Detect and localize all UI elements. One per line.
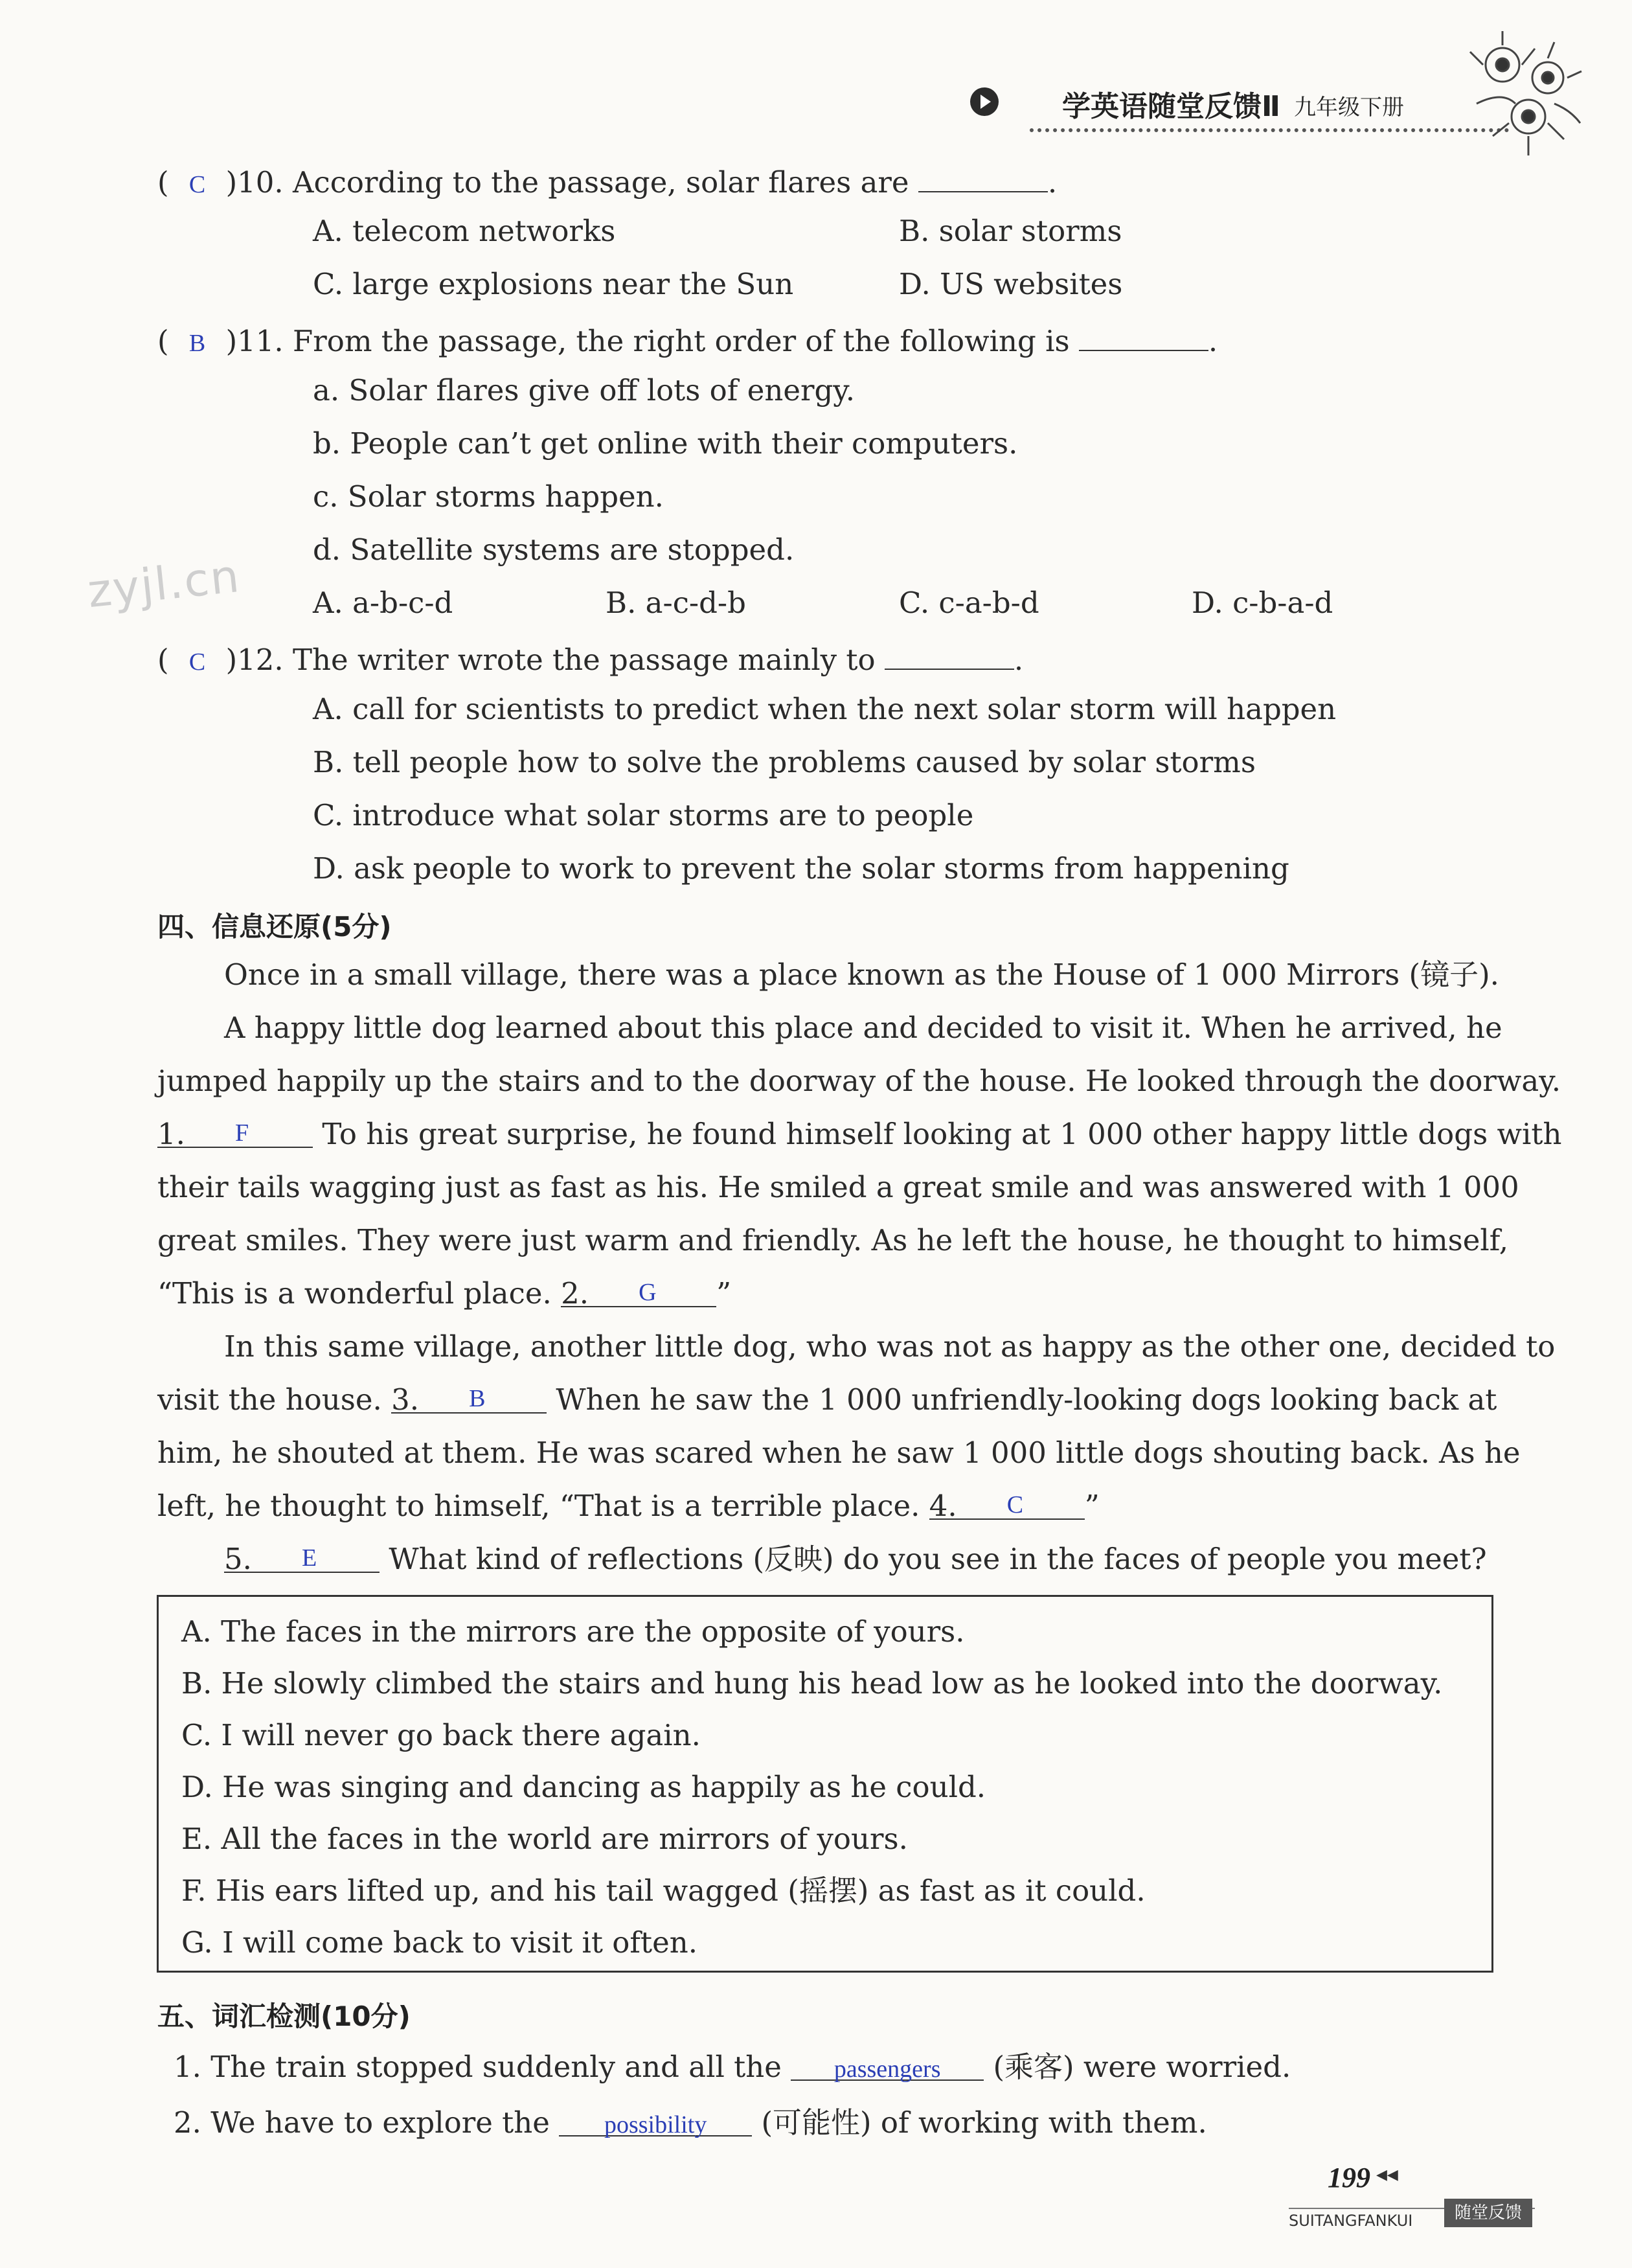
question-number: 11 (237, 324, 275, 358)
question-number: 10 (237, 165, 275, 200)
decorative-flower-icon (1457, 26, 1587, 168)
item-text: 2. We have to explore the (174, 2105, 550, 2140)
answer-blank-3 (391, 1382, 547, 1417)
close-quote: ” (1084, 1489, 1100, 1523)
option-c: C. large explosions near the Sun (313, 267, 794, 301)
book-subtitle: 九年级下册 (1294, 95, 1404, 120)
stem-end: . (1208, 324, 1218, 358)
answer-blank (791, 2052, 984, 2081)
box-option-f: F. His ears lifted up, and his tail wagged (摇摆) as fast as it could. (181, 1873, 1146, 1908)
blank-number: 1. (157, 1117, 185, 1151)
watermark: zyjl.cn (85, 549, 243, 619)
box-option-a: A. The faces in the mirrors are the opposite of yours. (181, 1614, 965, 1649)
statement-a: a. Solar flares give off lots of energy. (313, 373, 856, 407)
double-arrow-icon: ◀◀ (1376, 2167, 1398, 2183)
answer-blank (885, 641, 1014, 670)
box-option-e: E. All the faces in the world are mirrors of yours. (181, 1822, 908, 1856)
blank-number: 4. (929, 1489, 957, 1523)
item-text: (可能性) of working with them. (761, 2105, 1207, 2140)
stem-end: . (1047, 165, 1058, 200)
footer-latin: SUITANGFANKUI (1289, 2212, 1413, 2230)
statement-d: d. Satellite systems are stopped. (313, 533, 795, 567)
answer-mark: B (188, 330, 206, 357)
answer-mark: E (302, 1544, 317, 1572)
line-text: visit the house. (157, 1382, 382, 1417)
option-b: B. tell people how to solve the problems caused by solar storms (313, 745, 1256, 779)
box-option-c: C. I will never go back there again. (181, 1718, 701, 1752)
box-option-b: B. He slowly climbed the stairs and hung his head low as he looked into the doorway. (181, 1666, 1443, 1701)
passage-line (157, 1382, 1497, 1417)
passage-line: him, he shouted at them. He was scared when he saw 1 000 little dogs shouting back. As he (157, 1436, 1521, 1470)
question-stem: The writer wrote the passage mainly to (293, 643, 876, 677)
passage-line: Once in a small village, there was a place known as the House of 1 000 Mirrors (镜子). (224, 957, 1499, 992)
stem-end: . (1014, 643, 1024, 677)
blank-number: 3. (391, 1382, 420, 1417)
option-d: D. ask people to work to prevent the solar storms from happening (313, 851, 1289, 886)
answer-mark: B (469, 1385, 486, 1412)
passage-line: A happy little dog learned about this place and decided to visit it. When he arrived, he (224, 1011, 1502, 1045)
question-10: ( C )10. According to the passage, solar flares are . (157, 165, 1058, 200)
header-dotted-rule (1030, 128, 1509, 132)
vocab-item-2 (174, 2105, 1207, 2140)
blank-number: 5. (224, 1542, 252, 1576)
passage-line (157, 1119, 1561, 1149)
answer-blank-2 (561, 1276, 716, 1311)
option-c: C. c-a-b-d (899, 586, 1039, 620)
option-d: D. US websites (899, 267, 1123, 301)
question-12: ( C )12. The writer wrote the passage mainly to . (157, 643, 1024, 677)
line-text: left, he thought to himself, “That is a terrible place. (157, 1489, 920, 1523)
option-a: A. a-b-c-d (313, 586, 453, 620)
box-option-g: G. I will come back to visit it often. (181, 1925, 698, 1960)
option-b: B. a-c-d-b (606, 586, 746, 620)
option-d: D. c-b-a-d (1192, 586, 1333, 620)
page-number: 199 (1328, 2162, 1370, 2194)
answer-blank (1079, 323, 1208, 351)
answer-mark: C (1006, 1491, 1024, 1518)
blank-number: 2. (561, 1276, 589, 1311)
question-stem: According to the passage, solar flares are (293, 165, 909, 200)
answer-mark: G (639, 1279, 657, 1306)
vocab-item-1 (174, 2050, 1291, 2084)
answer-mark: C (188, 648, 206, 676)
passage-line (157, 1489, 1100, 1523)
item-text: 1. The train stopped suddenly and all the (174, 2050, 782, 2084)
box-option-d: D. He was singing and dancing as happily as he could. (181, 1770, 986, 1804)
passage-line: great smiles. They were just warm and friendly. As he left the house, he thought to himself, (157, 1223, 1509, 1257)
passage-line (157, 1276, 732, 1311)
question-stem: From the passage, the right order of the following is (293, 324, 1070, 358)
answer-mark: F (235, 1119, 249, 1147)
statement-b: b. People can’t get online with their computers. (313, 426, 1018, 461)
option-c: C. introduce what solar storms are to people (313, 798, 974, 832)
statement-c: c. Solar storms happen. (313, 479, 664, 514)
line-text: “This is a wonderful place. (157, 1276, 552, 1311)
question-11: ( B )11. From the passage, the right order of the following is . (157, 324, 1218, 358)
line-text: What kind of reflections (反映) do you see in the faces of people you meet? (389, 1542, 1487, 1576)
passage-line: their tails wagging just as fast as his. He smiled a great smile and was answered with 1 000 (157, 1170, 1519, 1204)
item-text: (乘客) were worried. (993, 2050, 1291, 2084)
passage-line (224, 1544, 1487, 1574)
answer-word: passengers (833, 2056, 941, 2083)
section-4-heading: 四、信息还原(5分) (157, 911, 392, 943)
answer-blank-1 (157, 1117, 313, 1151)
option-b: B. solar storms (899, 214, 1122, 248)
answer-blank-5 (224, 1542, 380, 1576)
passage-line: In this same village, another little dog, who was not as happy as the other one, decided to (224, 1329, 1556, 1364)
book-title: 学英语随堂反馈Ⅱ (1062, 90, 1280, 123)
play-icon (970, 87, 999, 116)
question-number: 12 (237, 643, 275, 677)
answer-blank-4 (929, 1489, 1085, 1523)
line-text: When he saw the 1 000 unfriendly-looking dogs looking back at (556, 1382, 1497, 1417)
close-quote: ” (716, 1276, 732, 1311)
line-text: To his great surprise, he found himself looking at 1 000 other happy little dogs with (322, 1117, 1562, 1151)
answer-mark: C (188, 171, 206, 198)
footer-badge: 随堂反馈 (1444, 2199, 1532, 2227)
answer-blank (559, 2108, 752, 2136)
answer-blank (918, 164, 1048, 192)
option-a: A. telecom networks (313, 214, 616, 248)
passage-line: jumped happily up the stairs and to the doorway of the house. He looked through the doorway. (157, 1064, 1561, 1098)
answer-word: possibility (604, 2111, 707, 2138)
option-a: A. call for scientists to predict when the next solar storm will happen (313, 692, 1337, 726)
section-5-heading: 五、词汇检测(10分) (157, 2000, 411, 2032)
